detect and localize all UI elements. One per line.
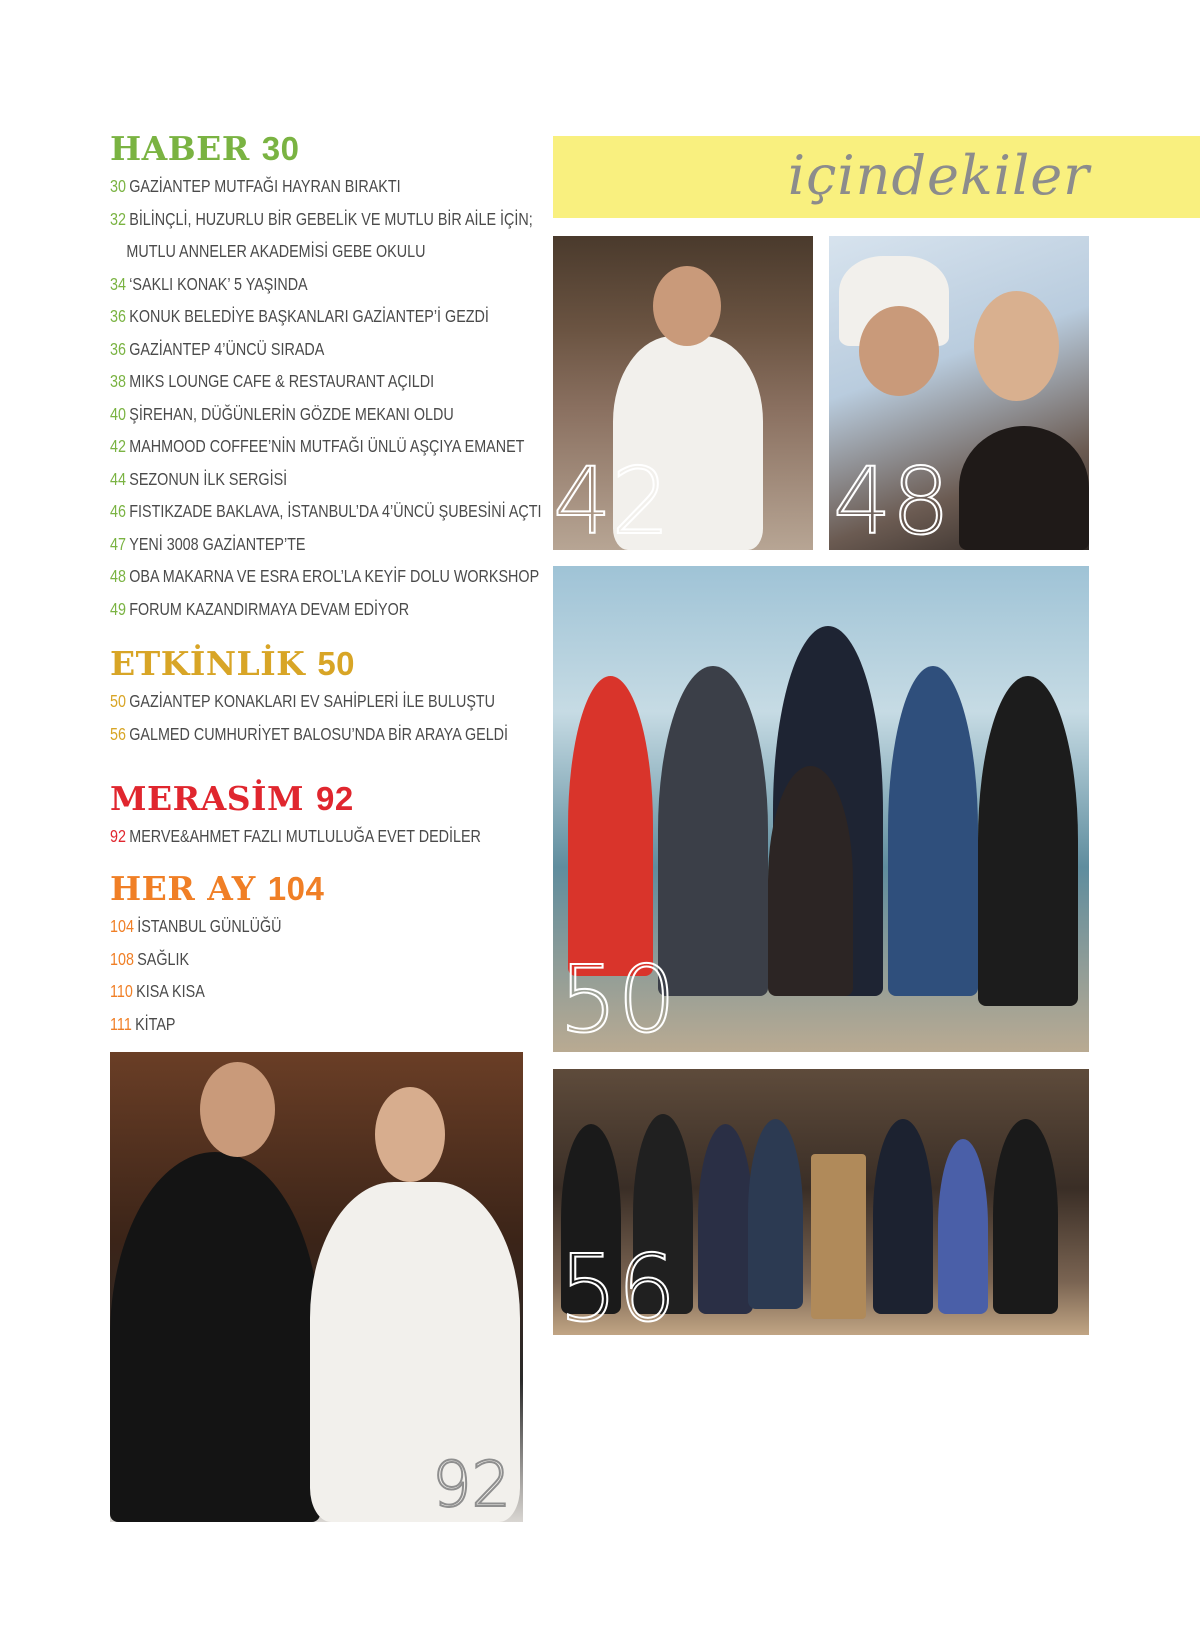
toc-entry[interactable] xyxy=(110,398,520,431)
entry-page: 42 xyxy=(110,436,126,456)
section-page-number: 50 xyxy=(317,645,356,682)
entry-title: GALMED CUMHURİYET BALOSU’NDA BİR ARAYA GELDİ xyxy=(129,723,509,744)
page-number-overlay: 92 xyxy=(432,1448,511,1521)
toc-entry[interactable] xyxy=(110,268,520,301)
entry-title: YENİ 3008 GAZİANTEP’TE xyxy=(129,533,306,554)
woman-head xyxy=(974,291,1059,401)
entry-page: 104 xyxy=(110,916,134,936)
entry-page: 46 xyxy=(110,501,126,521)
person-child xyxy=(768,766,853,996)
entry-page: 50 xyxy=(110,691,126,711)
section-title xyxy=(110,868,610,910)
entry-page: 30 xyxy=(110,176,126,196)
page-number-overlay: 48 xyxy=(833,448,951,550)
toc-entry[interactable] xyxy=(110,430,525,463)
page-number-overlay: 42 xyxy=(553,448,671,550)
entry-title: ŞİREHAN, DÜĞÜNLERİN GÖZDE MEKANI OLDU xyxy=(129,403,454,424)
person-suit xyxy=(748,1119,803,1309)
entry-page: 108 xyxy=(110,948,134,969)
toc-entry[interactable] xyxy=(110,300,520,333)
entry-page: 92 xyxy=(110,826,126,846)
section-title xyxy=(110,778,610,820)
person-dress xyxy=(938,1139,988,1314)
page-number-overlay: 56 xyxy=(559,1235,677,1335)
entry-title: GAZİANTEP 4’ÜNCÜ SIRADA xyxy=(129,338,325,359)
entry-title: FISTIKZADE BAKLAVA, İSTANBUL’DA 4’ÜNCÜ ŞUBESİNİ AÇTI xyxy=(129,501,542,521)
section-title-text: HER AY xyxy=(110,869,256,908)
entry-page: 36 xyxy=(110,338,126,359)
entry-page: 47 xyxy=(110,533,126,554)
entry-page: 56 xyxy=(110,723,126,744)
entry-title: İSTANBUL GÜNLÜĞÜ xyxy=(137,916,282,936)
toc-entry[interactable] xyxy=(110,333,520,366)
section-etkinlik xyxy=(110,643,610,750)
section-merasim xyxy=(110,778,610,853)
page-title: içindekiler xyxy=(787,144,1090,207)
toc-entry[interactable] xyxy=(110,1008,520,1041)
toc-entry[interactable] xyxy=(110,943,520,976)
toc-entry[interactable] xyxy=(110,203,533,236)
entry-title: KİTAP xyxy=(135,1013,176,1034)
page-number-overlay: 50 xyxy=(559,946,677,1052)
toc-entry[interactable] xyxy=(110,365,520,398)
entry-title: ‘SAKLI KONAK’ 5 YAŞINDA xyxy=(129,273,308,294)
photo-workshop[interactable] xyxy=(829,236,1089,550)
entry-title: OBA MAKARNA VE ESRA EROL’LA KEYİF DOLU WORKSHOP xyxy=(129,566,540,586)
groom-figure xyxy=(110,1152,320,1522)
section-page-number: 104 xyxy=(267,870,325,907)
entry-title: MERVE&AHMET FAZLI MUTLULUĞA EVET DEDİLER xyxy=(129,826,481,846)
photo-galmed-ball[interactable] xyxy=(553,1069,1089,1335)
toc-entry[interactable] xyxy=(110,528,520,561)
entry-page: 36 xyxy=(110,306,126,326)
bride-head xyxy=(375,1087,445,1182)
entry-page: 34 xyxy=(110,273,126,294)
section-title xyxy=(110,643,610,685)
entry-title: FORUM KAZANDIRMAYA DEVAM EDİYOR xyxy=(129,598,410,619)
person-black-jacket xyxy=(978,676,1078,1006)
podium xyxy=(811,1154,866,1319)
toc-entry[interactable] xyxy=(110,463,520,496)
toc-entry[interactable] xyxy=(110,495,542,528)
groom-head xyxy=(200,1062,275,1157)
toc-entry[interactable] xyxy=(110,170,520,203)
entry-title-continued: MUTLU ANNELER AKADEMİSİ GEBE OKULU xyxy=(126,241,426,261)
photo-konaklari-event[interactable] xyxy=(553,566,1089,1052)
woman-figure xyxy=(959,426,1089,550)
section-title-text: ETKİNLİK xyxy=(110,644,306,683)
person-suit xyxy=(993,1119,1058,1314)
entry-page: 111 xyxy=(110,1013,132,1034)
entry-title: GAZİANTEP MUTFAĞI HAYRAN BIRAKTI xyxy=(129,176,401,196)
toc-entry[interactable] xyxy=(110,593,520,626)
section-title xyxy=(110,128,610,170)
person-suit xyxy=(873,1119,933,1314)
toc-entry[interactable] xyxy=(110,718,520,751)
section-title-text: HABER xyxy=(110,129,250,168)
entry-title: SAĞLIK xyxy=(137,948,190,969)
header-banner xyxy=(553,136,1200,218)
toc-entry[interactable] xyxy=(110,685,520,718)
entry-title: GAZİANTEP KONAKLARI EV SAHİPLERİ İLE BULUŞTU xyxy=(129,691,496,711)
entry-page: 110 xyxy=(110,981,133,1001)
photo-chef[interactable] xyxy=(553,236,813,550)
entry-page: 48 xyxy=(110,566,126,586)
entry-page: 49 xyxy=(110,598,126,619)
entry-page: 40 xyxy=(110,403,126,424)
toc-entry[interactable] xyxy=(110,820,520,853)
section-her-ay xyxy=(110,868,610,1040)
person-red-dress xyxy=(568,676,653,976)
entry-title: BİLİNÇLİ, HUZURLU BİR GEBELİK VE MUTLU BİR AİLE İÇİN; xyxy=(129,208,533,229)
section-haber xyxy=(110,128,610,625)
section-title-text: MERASİM xyxy=(110,779,305,818)
entry-page: 44 xyxy=(110,468,126,489)
child-head xyxy=(859,306,939,396)
section-page-number: 30 xyxy=(261,130,300,167)
entry-title: MIKS LOUNGE CAFE & RESTAURANT AÇILDI xyxy=(129,371,435,391)
person-blue-cardigan xyxy=(888,666,978,996)
toc-entry-continuation xyxy=(110,235,520,268)
entry-page: 32 xyxy=(110,208,126,229)
chef-head xyxy=(653,266,721,346)
entry-title: KONUK BELEDİYE BAŞKANLARI GAZİANTEP’İ GEZDİ xyxy=(129,306,489,326)
entry-title: KISA KISA xyxy=(136,981,205,1001)
photo-wedding[interactable] xyxy=(110,1052,523,1522)
entry-title: MAHMOOD COFFEE’NİN MUTFAĞI ÜNLÜ AŞÇIYA EMANET xyxy=(129,436,525,456)
person-dress xyxy=(698,1124,753,1314)
section-page-number: 92 xyxy=(316,780,354,817)
entry-title: SEZONUN İLK SERGİSİ xyxy=(129,468,288,489)
toc-entry[interactable] xyxy=(110,910,520,943)
toc-entry[interactable] xyxy=(110,975,520,1008)
toc-entry[interactable] xyxy=(110,560,540,593)
entry-page: 38 xyxy=(110,371,126,391)
